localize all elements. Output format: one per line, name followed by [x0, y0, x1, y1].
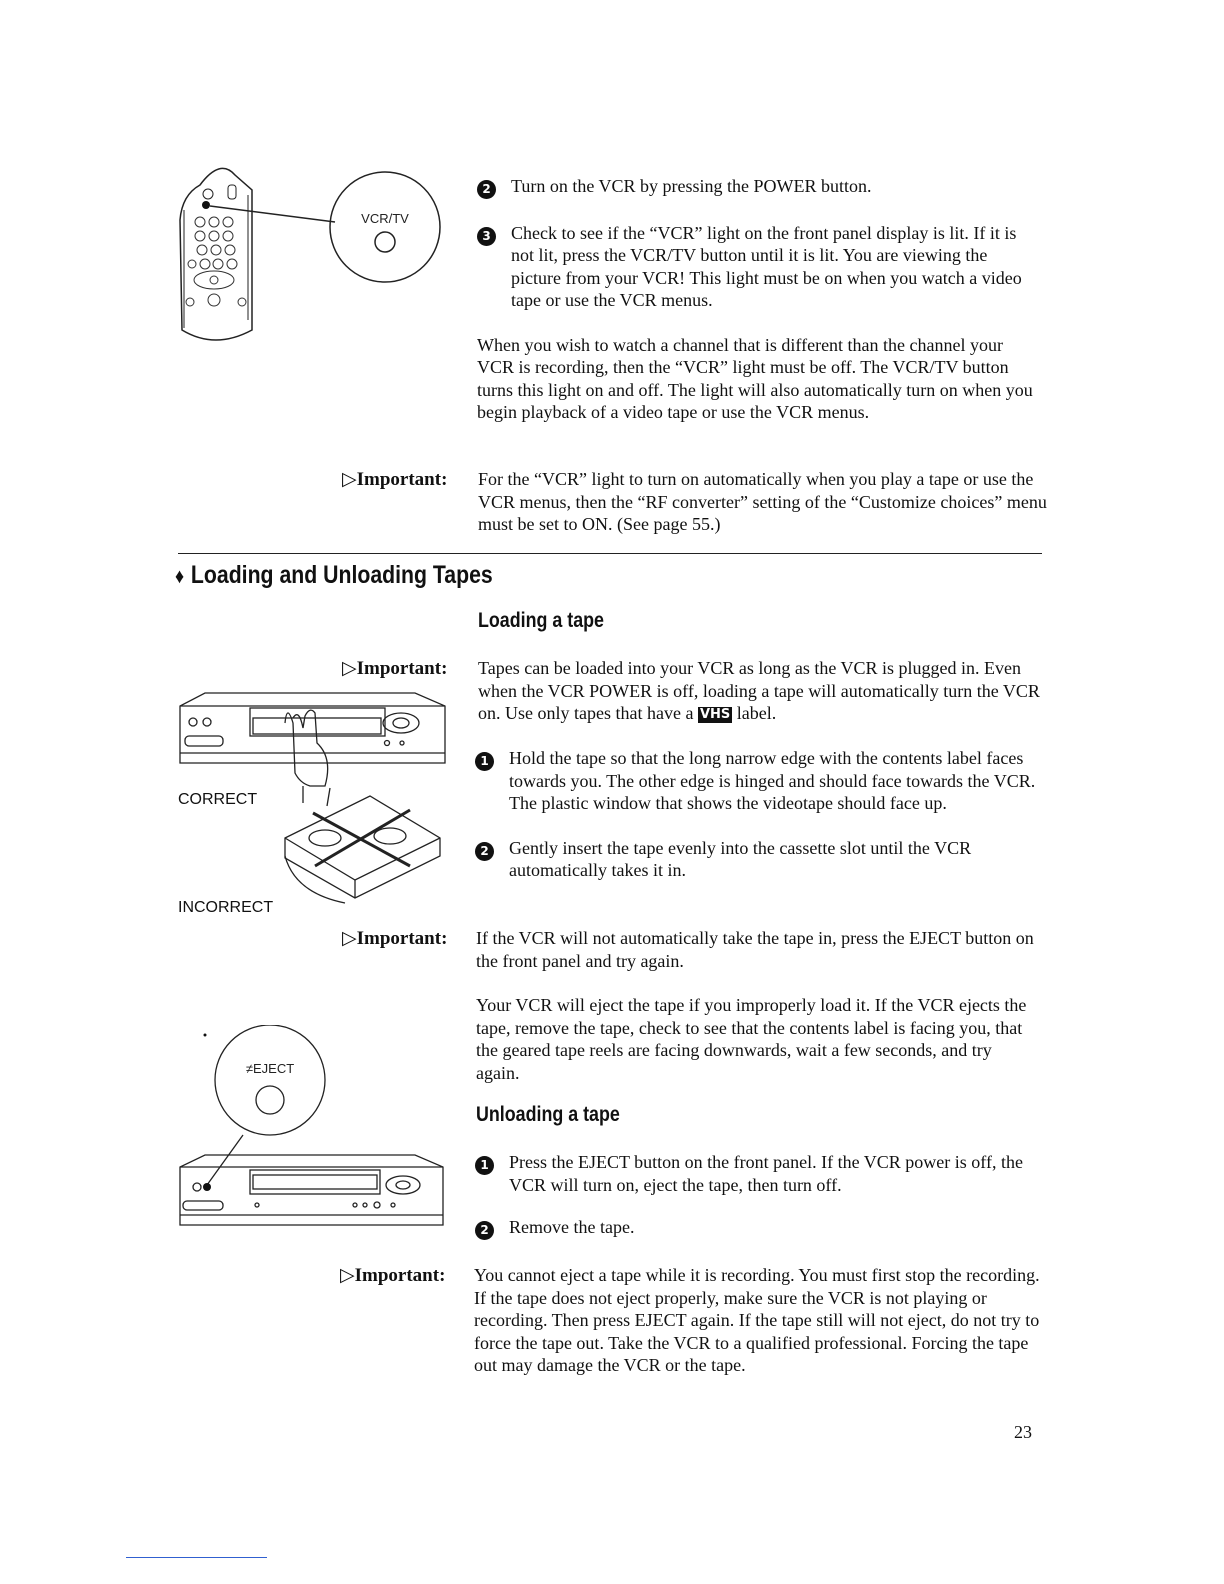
loading-tape-title: Loading a tape — [478, 609, 604, 632]
important-vcr-light-text: For the “VCR” light to turn on automatically when you play a tape or use the VCR menus, then the “RF converter” setting of the “Customize choices” menu must be set to ON. (See page 55.) — [478, 469, 1047, 534]
important-label: ▷Important: — [342, 469, 448, 490]
triangle-icon: ▷ — [342, 928, 357, 949]
vcr-light-paragraph: When you wish to watch a channel that is different than the channel your VCR is recording, then the “VCR” light must be off. The VCR/TV button turns this light on and off. The light will also automatically turn on when you begin playback of a video tape or use the VCR menus. — [477, 334, 1033, 422]
step-text: Gently insert the tape evenly into the cassette slot until the VCR automatically takes it in. — [509, 837, 972, 880]
important-label: ▷Important: — [342, 928, 448, 949]
important-eject-text: If the VCR will not automatically take the tape in, press the EJECT button on the front panel and try again. — [476, 928, 1034, 971]
step-number: 1 — [475, 1156, 494, 1175]
triangle-icon: ▷ — [342, 469, 357, 490]
important-label: ▷Important: — [340, 1265, 446, 1286]
important-recording-text: You cannot eject a tape while it is recording. You must first stop the recording. If the tape does not eject properly, make sure the VCR is not playing or recording. Then press EJECT again. If the tape still will not eject, do not try to force the tape out. Take the VCR to a qualified professional. Forcing the tape out may damage the VCR or the tape. — [474, 1265, 1040, 1375]
step-text: Press the EJECT button on the front panel. If the VCR power is off, the VCR will turn on, eject the tape, then turn off. — [509, 1152, 1023, 1195]
eject-button-label: ≠EJECT — [245, 1061, 295, 1076]
triangle-icon: ▷ — [340, 1265, 355, 1286]
step-number: 1 — [475, 752, 494, 771]
step-text: Check to see if the “VCR” light on the front panel display is lit. If it is not lit, press the VCR/TV button until it is lit. You are viewing the picture from your VCR! This light must be on when you watch a video tape or use the VCR menus. — [511, 222, 1022, 310]
step-hold-tape — [475, 747, 1040, 815]
page-number: 23 — [1014, 1422, 1032, 1442]
correct-caption: CORRECT — [178, 791, 258, 808]
step-number: 2 — [475, 842, 494, 861]
step-text: Remove the tape. — [509, 1217, 635, 1237]
step-remove-tape — [475, 1216, 1040, 1241]
important-loading-text: Tapes can be loaded into your VCR as long as the VCR is plugged in. Even when the VCR POWER is off, loading a tape will automatically turn the VCR on. Use only tapes that have a VHS label. — [478, 658, 1040, 723]
step-number: 2 — [477, 180, 496, 199]
step-check-vcr-light — [477, 222, 1047, 312]
remote-control-illustration — [170, 150, 455, 350]
improper-load-paragraph: Your VCR will eject the tape if you improperly load it. If the VCR ejects the tape, remove the tape, check to see that the contents label is facing you, that the geared tape reels are facing downwards, wait a few seconds, and try again. — [476, 995, 1027, 1083]
footer-rule — [126, 1557, 267, 1558]
important-label: ▷Important: — [342, 658, 448, 679]
step-number: 2 — [475, 1221, 494, 1240]
vcr-tv-button-label: VCR/TV — [361, 211, 409, 226]
section-divider — [178, 553, 1042, 554]
step-text: Hold the tape so that the long narrow edge with the contents label faces towards you. The other edge is hinged and should face towards the VCR. The plastic window that shows the videotape should face up. — [509, 748, 1036, 813]
section-title: ♦ Loading and Unloading Tapes — [175, 561, 493, 589]
incorrect-caption: INCORRECT — [178, 899, 274, 916]
step-power — [477, 175, 1047, 200]
eject-button-illustration — [175, 1025, 450, 1240]
step-text: Turn on the VCR by pressing the POWER button. — [511, 176, 872, 196]
triangle-icon: ▷ — [342, 658, 357, 679]
diamond-bullet-icon: ♦ — [175, 565, 185, 588]
unloading-tape-title: Unloading a tape — [476, 1103, 620, 1126]
step-number: 3 — [477, 227, 496, 246]
step-press-eject — [475, 1151, 1040, 1196]
vhs-logo: VHS — [699, 707, 731, 722]
step-insert-tape — [475, 837, 1040, 882]
